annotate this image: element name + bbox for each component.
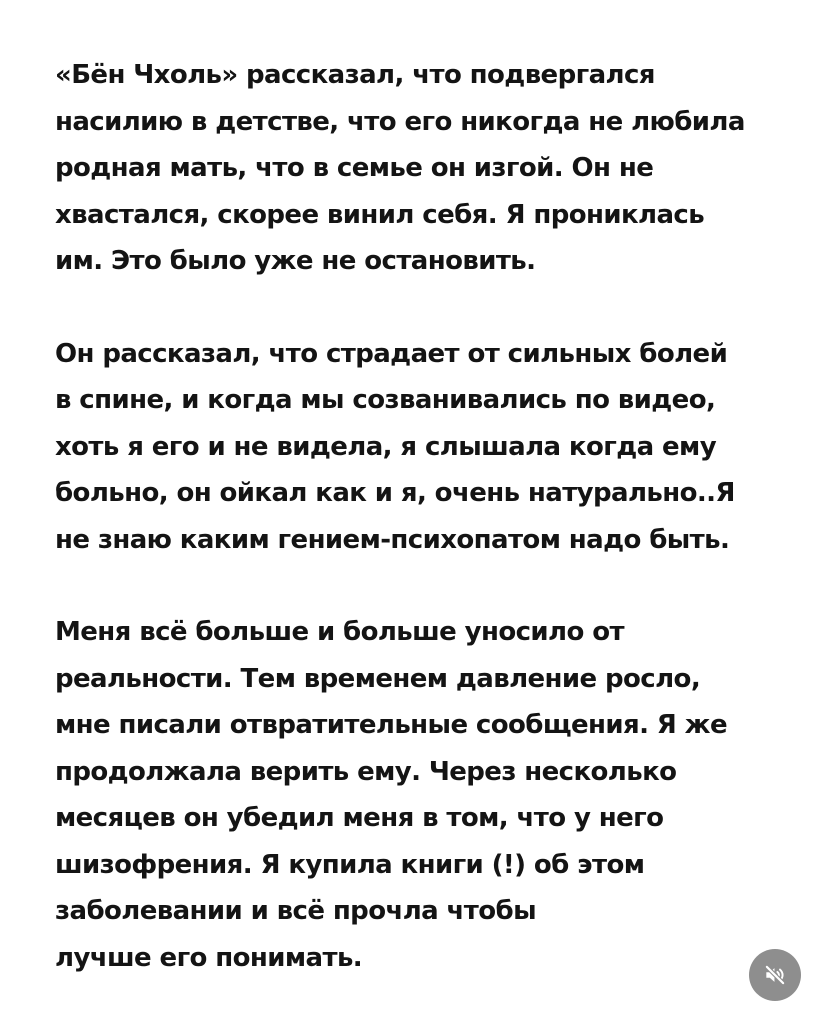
text-line: реальности. Тем временем давление росло,	[55, 663, 701, 694]
text-line: не знаю каким гением-психопатом надо быть.	[55, 524, 730, 555]
speaker-muted-icon	[762, 962, 788, 988]
text-line: заболевании и всё прочла чтобы	[55, 896, 536, 926]
text-line: Меня всё больше и больше уносило от	[55, 617, 624, 647]
text-line: родная мать, что в семье он изгой. Он не	[55, 153, 654, 183]
text-line: хоть я его и не видела, я слышала когда ему	[55, 431, 717, 462]
text-line: лучше его понимать.	[55, 942, 363, 973]
text-line: в спине, и когда мы созванивались по видео,	[55, 385, 716, 415]
text-line: месяцев он убедил меня в том, что у него	[55, 803, 664, 833]
paragraph-2	[55, 331, 795, 564]
paragraph-1	[55, 52, 795, 285]
text-line: мне писали отвратительные сообщения. Я же	[55, 710, 727, 740]
text-line: больно, он ойкал как и я, очень натурально..Я	[55, 478, 735, 508]
text-line: им. Это было уже не остановить.	[55, 246, 536, 276]
text-line: хвастался, скорее винил себя. Я прониклась	[55, 199, 705, 230]
text-line: насилию в детстве, что его никогда не любила	[55, 106, 745, 137]
text-line: продолжала верить ему. Через несколько	[55, 756, 677, 787]
mute-toggle-button[interactable]	[749, 949, 801, 1001]
paragraph-3	[55, 609, 795, 981]
text-line: «Бён Чхоль» рассказал, что подвергался	[55, 60, 655, 90]
text-line: Он рассказал, что страдает от сильных болей	[55, 338, 728, 369]
text-line: шизофрения. Я купила книги (!) об этом	[55, 849, 645, 880]
story-text	[55, 52, 795, 1027]
